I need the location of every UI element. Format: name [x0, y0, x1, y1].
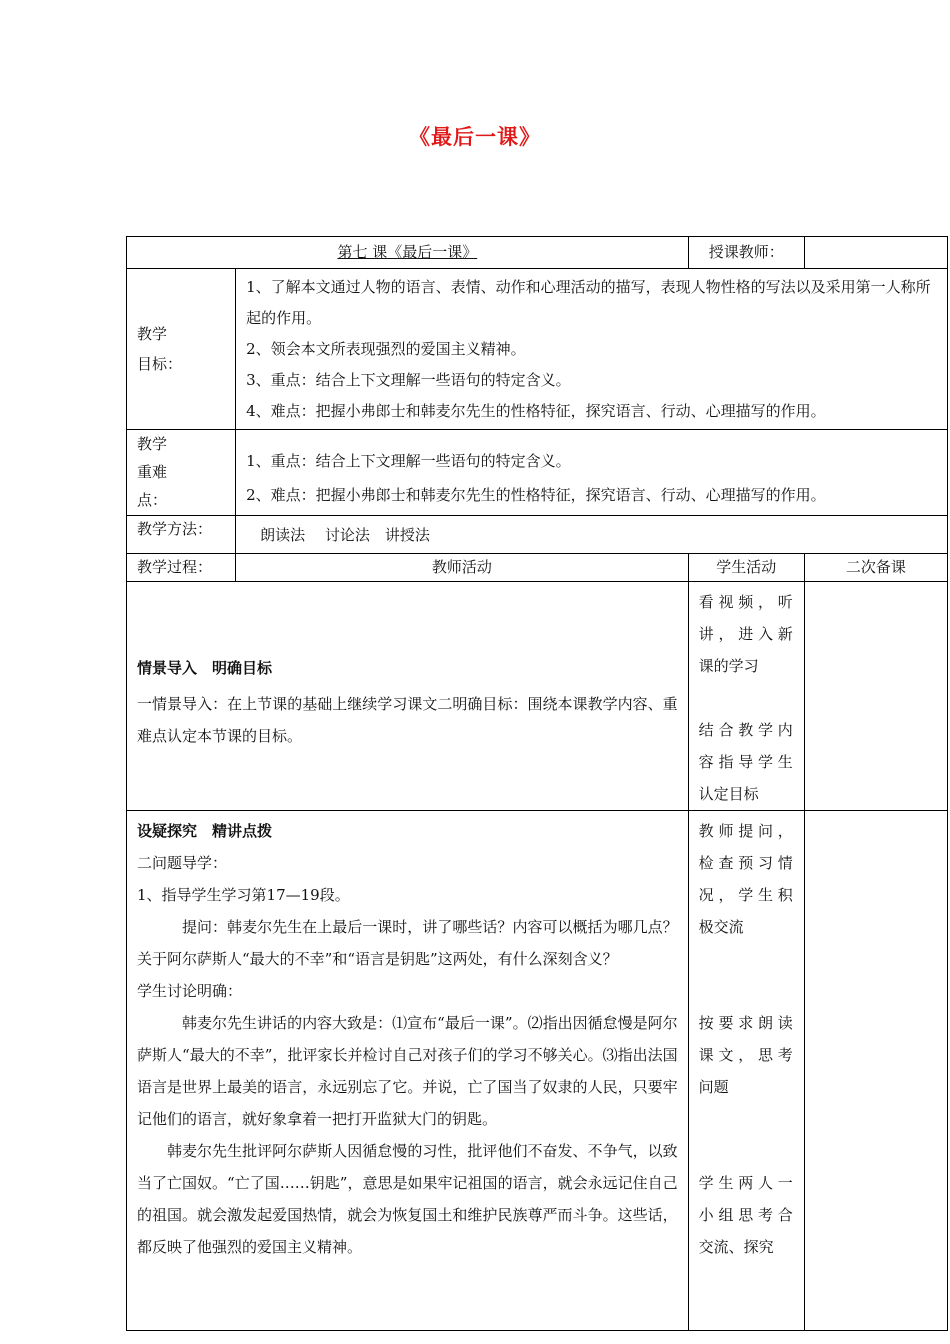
section2-discuss: 学生讨论明确： — [137, 982, 243, 1000]
process-header-row — [127, 554, 948, 582]
teacher-activity-header-text: 教师活动 — [431, 557, 492, 576]
student-text: 结 合 教 学 内 — [698, 721, 793, 739]
student-text: 况 ， 学 生 积 — [698, 886, 793, 904]
key-points-label-line2: 重难 — [137, 463, 168, 481]
lesson-label: 第七 课《最后一课》 — [337, 242, 478, 261]
methods-content — [236, 516, 948, 554]
section2-sub: 二问题导学： — [137, 854, 228, 872]
section1-row — [127, 582, 948, 811]
objective-item: 4、难点：把握小弗郎士和韩麦尔先生的性格特征，探究语言、行动、心理描写的作用。 — [246, 402, 826, 420]
process-label — [127, 554, 236, 582]
section2-answer1: 韩麦尔先生讲话的内容大致是：⑴宣布“最后一课”。⑵指出因循怠慢是阿尔萨斯人“最大的不幸”，批评家长并检讨自己对孩子们的学习不够关心。⑶指出法国语言是世界上最美的语言，永远别忘了它。并说，亡了国当了奴隶的人民，只要牢记他们的语言，就好象拿着一把打开监狱大门的钥匙。 — [137, 1014, 678, 1128]
objective-item: 2、领会本文所表现强烈的爱国主义精神。 — [246, 340, 526, 358]
section2-backup-cell[interactable] — [804, 811, 947, 1331]
student-activity-header — [688, 554, 804, 582]
teacher-value-cell[interactable] — [804, 237, 947, 269]
student-text: 看 视 频 ， 听 — [698, 593, 793, 611]
student-text: 课 文 ， 思 考 — [698, 1046, 793, 1064]
key-points-label-line1: 教学 — [137, 435, 168, 453]
student-text: 认定目标 — [698, 785, 759, 803]
key-point-item: 1、重点：结合上下文理解一些语句的特定含义。 — [246, 452, 571, 470]
key-points-content — [236, 430, 948, 516]
process-label-text: 教学过程： — [137, 557, 213, 576]
key-point-item: 2、难点：把握小弗郎士和韩麦尔先生的性格特征，探究语言、行动、心理描写的作用。 — [246, 486, 826, 504]
section1-student-cell — [688, 582, 804, 811]
header-row — [127, 237, 948, 269]
section1-body: 一情景导入：在上节课的基础上继续学习课文二明确目标：围绕本课教学内容、重难点认定本节课的目标。 — [137, 695, 678, 745]
section1-backup-cell[interactable] — [804, 582, 947, 811]
section2-student-cell — [688, 811, 804, 1331]
section1-teacher-cell — [127, 582, 689, 811]
methods-label — [127, 516, 236, 554]
objectives-label — [127, 269, 236, 430]
document-title: 《最后一课》 — [409, 125, 541, 149]
methods-row — [127, 516, 948, 554]
student-text: 小 组 思 考 合 — [698, 1206, 793, 1224]
objectives-row — [127, 269, 948, 430]
backup-header-text: 二次备课 — [845, 557, 906, 576]
key-points-label — [127, 430, 236, 516]
student-text: 交流、探究 — [698, 1238, 774, 1256]
objectives-label-line2: 目标： — [137, 355, 183, 373]
objectives-label-line1: 教学 — [137, 325, 168, 343]
section2-answer2: 韩麦尔先生批评阿尔萨斯人因循怠慢的习性，批评他们不奋发、不争气，以致当了亡国奴。“亡了国……钥匙”，意思是如果牢记祖国的语言，就会永远记住自己的祖国。就会激发起爱国热情，就会为恢复国土和维护民族尊严而斗争。这些话，都反映了他强烈的爱国主义精神。 — [137, 1142, 678, 1256]
lesson-cell — [127, 237, 689, 269]
methods-value: 朗读法 讨论法 讲授法 — [260, 526, 430, 544]
objective-item: 1、了解本文通过人物的语言、表情、动作和心理活动的描写，表现人物性格的写法以及采用第一人称所起的作用。 — [246, 278, 931, 327]
objectives-content — [236, 269, 948, 430]
methods-label-text: 教学方法： — [137, 520, 213, 538]
section2-row — [127, 811, 948, 1331]
student-text: 按 要 求 朗 读 — [698, 1014, 793, 1032]
section2-item1: 1、指导学生学习第17—19段。 — [137, 886, 350, 904]
section2-question: 提问：韩麦尔先生在上最后一课时，讲了哪些话？内容可以概括为哪几点？关于阿尔萨斯人“最大的不幸”和“语言是钥匙”这两处，有什么深刻含义？ — [137, 918, 678, 968]
key-points-label-line3: 点： — [137, 491, 168, 509]
student-text: 教 师 提 问 ， — [698, 822, 793, 840]
student-activity-header-text: 学生活动 — [716, 557, 777, 576]
teacher-label: 授课教师： — [708, 242, 784, 261]
lesson-plan-table — [126, 236, 948, 1331]
key-points-row — [127, 430, 948, 516]
section2-teacher-cell — [127, 811, 689, 1331]
student-text: 极交流 — [698, 918, 744, 936]
student-text: 容 指 导 学 生 — [698, 753, 793, 771]
student-text: 问题 — [698, 1078, 729, 1096]
backup-header — [804, 554, 947, 582]
student-text: 课的学习 — [698, 657, 759, 675]
student-text: 讲 ， 进 入 新 — [698, 625, 793, 643]
objective-item: 3、重点：结合上下文理解一些语句的特定含义。 — [246, 371, 571, 389]
section1-heading: 情景导入 明确目标 — [137, 659, 273, 677]
student-text: 检 查 预 习 情 — [698, 854, 793, 872]
teacher-label-cell — [688, 237, 804, 269]
section2-heading: 设疑探究 精讲点拨 — [137, 822, 273, 840]
student-text: 学 生 两 人 一 — [698, 1174, 793, 1192]
teacher-activity-header — [236, 554, 689, 582]
